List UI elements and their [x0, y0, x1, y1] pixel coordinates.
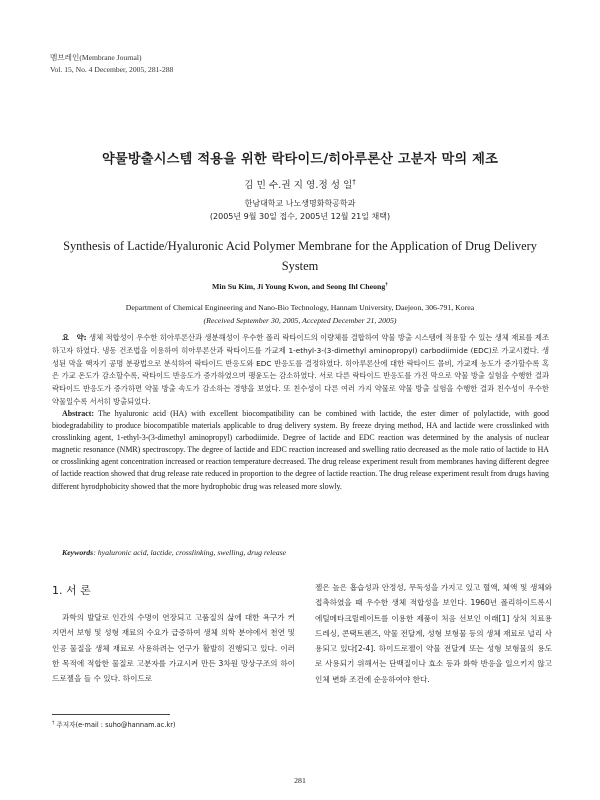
english-abstract-text: The hyaluronic acid (HA) with excellent biocompatibility can be combined with lactide, the ester dimer of polylactide, with good biodegradability to produce biocompatible materials applicable to drug delivery system. By freeze drying method, HA and lactide were crosslinked with crosslinking agent, 1-ethyl-3-(3-dimethyl aminopropyl) carbodiimide. Degree of lactide and EDC reaction was determined by the analysis of nuclear magnetic resonance (NMR) spectroscopy. The degree of lactide and EDC reaction increased and swelling ratio decreased as the mole ratio of lactide to HA or crosslinking agent concentration increased or reaction temperature decreased. The drug release experiment result from membranes having different degree of lactide reaction showed that drug release rate reduced in proportion to the degree of lactide reaction. The drug release experiment result from drugs having different hyrodphobicity showed that the more hydrophobic drug was released more slowly. — [52, 409, 549, 491]
journal-volume: Vol. 15, No. 4 December, 2005, 281-288 — [50, 65, 174, 74]
korean-abstract-text: 생체 적합성이 우수한 히아루론산과 생분해성이 우수한 폴리 락타이드의 이량체를 결합하여 약물 방출 시스템에 적용할 수 있는 생체 재료를 제조하고자 하였다. 냉동 건조법을 이용하여 히아루론산과 락타이드를 가교제 1-ethyl-3-(3-dimethyl aminopropyl) carbodiimide (EDC)로 가교시켰다. 생성된 막을 핵자기 공명 분광법으로 분석하여 락타이드 반응도와 EDC 반응도를 결정하였다. 히아루론산에 대한 락타이드 몰비, 가교제 농도가 증가할수록 혹은 가교 온도가 감소할수록, 락타이드 반응도가 증가하였으며 팽윤도는 감소하였다. 서로 다른 락타이드 반응도를 가진 막으로 약물 방출 실험을 수행한 결과 락타이드 반응도가 증가하면 약물 방출 속도가 감소하는 경향을 보였다. 또 친수성이 다른 여러 가지 약물로 약물 방출 실험을 수행한 결과 친수성이 우수한 약물일수록 서서히 방출되었다. — [52, 333, 549, 406]
keywords-text: : hyaluronic acid, lactide, crosslinking, swelling, drug release — [93, 548, 287, 557]
body-left-column: 과학의 발달로 인간의 수명이 연장되고 고품질의 삶에 대한 욕구가 커지면서 보형 및 성형 재료의 수요가 급증하여 생체 의학 분야에서 천연 및 인공 물질을 생체 재료로 사용하려는 연구가 활발히 진행되고 있다. 이러한 목적에 적합한 물질로 고분자를 가교시켜 만든 3차원 망상구조의 하이드로젤을 들 수 있다. 하이드로 — [52, 613, 295, 684]
corresponding-author-mark: † — [352, 177, 356, 186]
page-number: 281 — [294, 776, 306, 785]
english-authors — [0, 282, 600, 291]
english-abstract-label: Abstract: — [62, 409, 94, 418]
body-right-column: 젤은 높은 흡습성과 안정성, 무독성을 가지고 있고 혈액, 체액 및 생체와 접촉하였을 때 우수한 생체 적합성을 보인다. 1960년 폴리하이드록시 에틸메타크릴레이트를 이용한 제품이 처음 선보인 이래[1] 상처 치료용 드레싱, 콘택트렌즈, 약물 전달계, 성형 보형물 등의 생체 재료로 널리 사용되고 있다[2-4]. 하이드로젤이 약물 전달계 또는 성형 보형물의 용도로 사용되기 위해서는 단백질이나 효소 등과 화학 반응을 일으키지 않고 인체 변화 조건에 순응하여야 한다. — [315, 583, 552, 684]
footnote — [52, 719, 176, 729]
english-author-names: Min Su Kim, Ji Young Kwon, and Seong Ihl Cheong — [212, 282, 386, 291]
footnote-divider — [52, 714, 170, 715]
korean-abstract-label: 요 약: — [62, 333, 87, 342]
korean-title: 약물방출시스템 적용을 위한 락타이드/히아루론산 고분자 막의 제조 — [101, 152, 499, 167]
korean-authors — [0, 177, 600, 191]
footnote-mark: † — [52, 720, 55, 726]
korean-affiliation: 한남대학교 나노생명화학공학과 — [244, 199, 356, 208]
korean-author-names: 김 민 수․권 지 영․정 성 일 — [244, 180, 353, 191]
english-corresponding-mark: † — [385, 281, 388, 288]
keywords-label: Keywords — [62, 548, 94, 557]
english-received-date: (Received September 30, 2005, Accepted December 21, 2005) — [203, 316, 397, 325]
keywords — [62, 548, 542, 557]
english-affiliation: Department of Chemical Engineering and Nano-Bio Technology, Hannam University, Daejeon, 306-791, Korea — [125, 303, 475, 312]
journal-name: 멤브레인(Membrane Journal) — [50, 53, 142, 62]
english-title: Synthesis of Lactide/Hyaluronic Acid Polymer Membrane for the Application of Drug Delivery System — [63, 239, 537, 273]
korean-abstract — [52, 332, 549, 409]
english-abstract — [52, 408, 549, 493]
footnote-text: 주저자(e-mail : suho@hannam.ac.kr) — [56, 721, 176, 729]
section-heading: 1. 서 론 — [52, 584, 91, 597]
korean-received-date: (2005년 9월 30일 접수, 2005년 12월 21일 채택) — [209, 212, 391, 221]
journal-header — [50, 52, 173, 76]
